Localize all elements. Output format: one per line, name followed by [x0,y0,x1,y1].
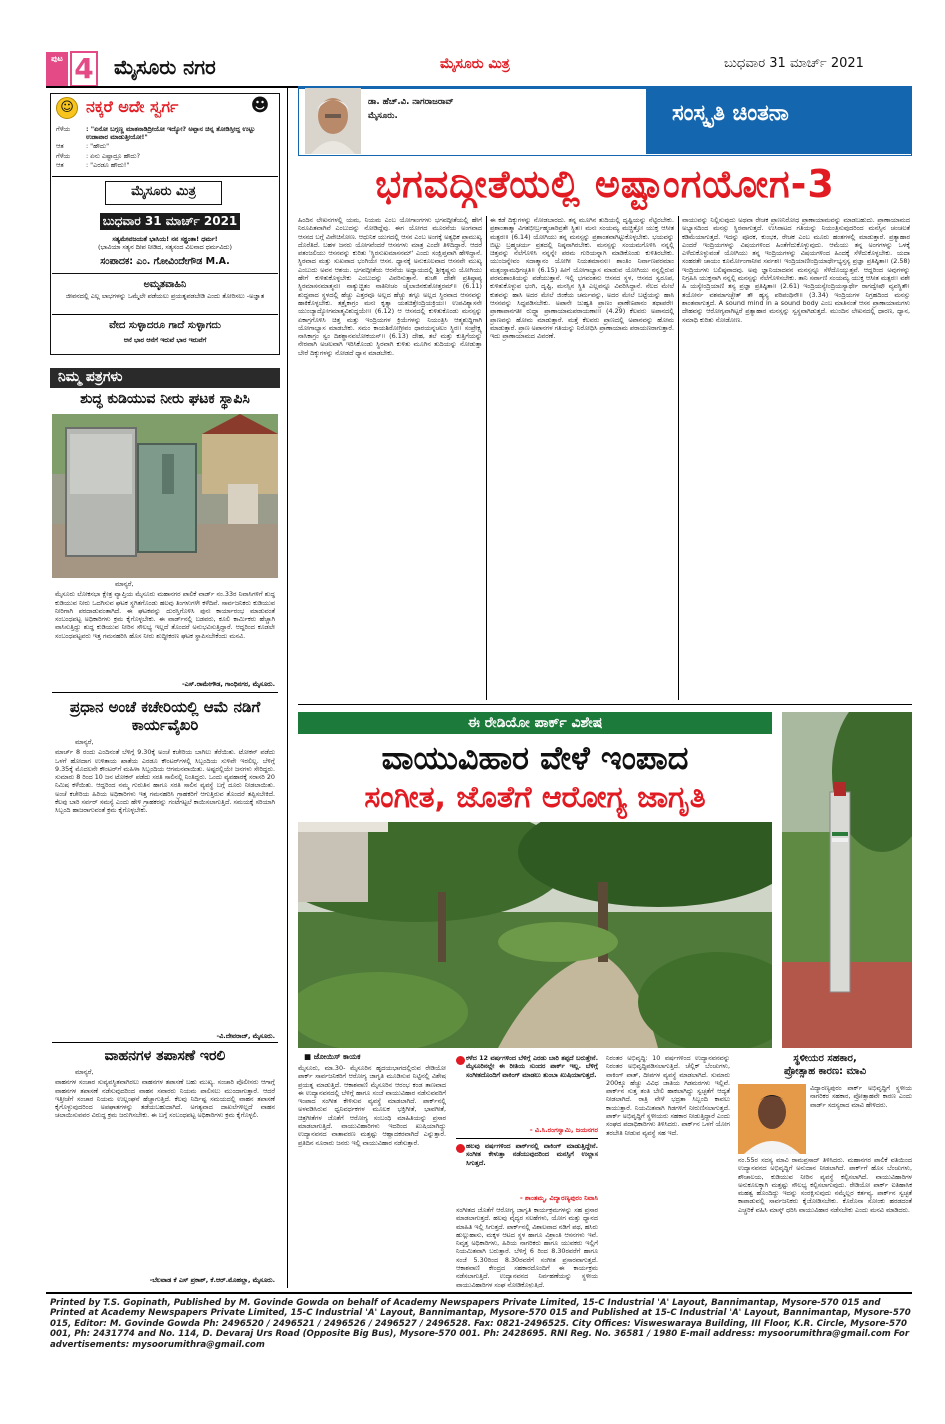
radio-col2: ಸಂಗೀತದ ಜೊತೆಗೆ ಆರೋಗ್ಯ ಜಾಗೃತಿ ಕಾರ್ಯಕ್ರಮಗಳನ್ನು ಸಹ ಪ್ರಸಾರ ಮಾಡಲಾಗುತ್ತದೆ. ಹಲವು ವೈದ್ಯರ ಸಲಹೆಗಳು, ಯೋಗ ಮತ್ತು ಧ್ಯಾನದ ಮಾಹಿತಿ ಇಲ್ಲಿ ಸಿಗುತ್ತದೆ. ಪಾರ್ಕ್‌ನಲ್ಲಿ ವಿಶಾಲವಾದ ನಡಿಗೆ ಪಥ, ಹಸಿರು ಹುಲ್ಲುಹಾಸು, ಮಕ್ಕಳ ಆಟದ ಸ್ಥಳ ಹಾಗೂ ವಿಶ್ರಾಂತಿ ಆಸನಗಳು ಇವೆ. ನಿವೃತ್ತ ಅಧಿಕಾರಿಗಳು, ಹಿರಿಯ ನಾಗರಿಕರು ಹಾಗೂ ಯುವಕರು ಇಲ್ಲಿಗೆ ನಿಯಮಿತವಾಗಿ ಬರುತ್ತಾರೆ. ಬೆಳಿಗ್ಗೆ 6 ರಿಂದ 8.30ರವರೆಗೆ ಹಾಗೂ ಸಂಜೆ 5.30ರಿಂದ 8.30ರವರೆಗೆ ಸಂಗೀತ ಪ್ರಸಾರವಾಗುತ್ತದೆ. ಆಕಾಶವಾಣಿ ಕೇಂದ್ರದ ಸಹಕಾರದೊಂದಿಗೆ ಈ ಕಾರ್ಯಕ್ರಮ ನಡೆಸಲಾಗುತ್ತಿದೆ. ಉದ್ಯಾನವನದ ನಿರ್ವಹಣೆಯನ್ನು ಸ್ಥಳೀಯ ವಾಯುವಿಹಾರಿಗಳ ಸಂಘ ನೋಡಿಕೊಳ್ಳುತ್ತಿದೆ. [456,1206,598,1288]
editor-line: ಸಂಪಾದಕ: ಎಂ. ಗೋವಿಂದೇಗೌಡ M.A. [100,256,230,267]
quote1-text: ಕಳೆದ 12 ವರ್ಷಗಳಿಂದ ಬೆಳಿಗ್ಗೆ ಎರಡು ಬಾರಿ ತಪ್ಪದೆ ಬರುತ್ತೇನೆ. ಮೈಸೂರಿನಲ್ಲೇ ಈ ರೀತಿಯ ಸುಂದರ ಪಾರ್ಕ್ ಇಲ್ಲ. ಬೆಳಿಗ್ಗೆ ಸಂಗೀತದೊಂದಿಗೆ ವಾಕಿಂಗ್ ಮಾಡಲು ತುಂಬಾ ಖುಷಿಯಾಗುತ್ತದೆ. [466,1054,598,1079]
feature-col3: ವಾಯುವನ್ನು ನಿಲ್ಲಿಸುವುದು ಅಥವಾ ರೇಚಕ ಪ್ರಾಣನಿರೋಧ ಪ್ರಾಣಾಯಾಮವನ್ನು ಮಾಡಬಹುದು. ಪ್ರಾಣಾಯಾಮದ ಅಭ್ಯಾಸದಿಂದ ಮನಸ್ಸು ಸ್ಥಿರವಾಗುತ್ತದೆ. ಉಸಿರಾಟದ ಗತಿಯನ್ನು ನಿಯಂತ್ರಿಸುವುದರಿಂದ ಮನಸ್ಸಿನ ಚಂಚಲತೆ ಕಡಿಮೆಯಾಗುತ್ತದೆ. ಇದನ್ನು ಪೂರಕ, ಕುಂಭಕ, ರೇಚಕ ಎಂಬ ಮೂರು ಹಂತಗಳಲ್ಲಿ ಮಾಡುತ್ತಾರೆ. ಪ್ರತ್ಯಾಹಾರ ಎಂದರೆ ಇಂದ್ರಿಯಗಳನ್ನು ವಿಷಯಗಳಿಂದ ಹಿಂತೆಗೆದುಕೊಳ್ಳುವುದು. ಆಮೆಯು ತನ್ನ ಅಂಗಗಳನ್ನು ಒಳಕ್ಕೆ ಎಳೆದುಕೊಳ್ಳುವಂತೆ ಯೋಗಿಯು ತನ್ನ ಇಂದ್ರಿಯಗಳನ್ನು ವಿಷಯಗಳಿಂದ ಹಿಂದಕ್ಕೆ ಸೆಳೆದುಕೊಳ್ಳಬೇಕು. ಯದಾ ಸಂಹರತೇ ಚಾಯಂ ಕೂರ್ಮೋಂಗಾನೀವ ಸರ್ವಶಃ। ಇಂದ್ರಿಯಾಣೀಂದ್ರಿಯಾರ್ಥೇಭ್ಯಸ್ತಸ್ಯ ಪ್ರಜ್ಞಾ ಪ್ರತಿಷ್ಠಿತಾ॥ (2.58) ಇಂದ್ರಿಯಗಳು ಬಲಿಷ್ಠವಾದವು. ಅವು ಜ್ಞಾನಿಯಾದವನ ಮನಸ್ಸನ್ನೂ ಸೆಳೆದೊಯ್ಯುತ್ತವೆ. ಆದ್ದರಿಂದ ಅವುಗಳನ್ನು ನಿಗ್ರಹಿಸಿ ಯುಕ್ತನಾಗಿ ನನ್ನಲ್ಲಿ ಮನಸ್ಸನ್ನು ನೆಲೆಗೊಳಿಸಬೇಕು. ತಾನಿ ಸರ್ವಾಣಿ ಸಂಯಮ್ಯ ಯುಕ್ತ ಆಸೀತ ಮತ್ಪರಃ। ವಶೇ ಹಿ ಯಸ್ಯೇಂದ್ರಿಯಾಣಿ ತಸ್ಯ ಪ್ರಜ್ಞಾ ಪ್ರತಿಷ್ಠಿತಾ॥ (2.61) ಇಂದ್ರಿಯಸ್ಯೇಂದ್ರಿಯಸ್ಯಾರ್ಥೇ ರಾಗದ್ವೇಷೌ ವ್ಯವಸ್ಥಿತೌ। ತಯೋರ್ನ ವಶಮಾಗಚ್ಛೇತ್ ತೌ ಹ್ಯಸ್ಯ ಪರಿಪಂಥಿನೌ॥ (3.34) ಇಂದ್ರಿಯಗಳ ನಿಗ್ರಹದಿಂದ ಮನಸ್ಸು ಶಾಂತವಾಗುತ್ತದೆ. A sound mind in a sound body ಎಂಬ ಮಾತಿನಂತೆ ಆಸನ ಪ್ರಾಣಾಯಾಮಗಳು ದೇಹವನ್ನು ಆರೋಗ್ಯವಾಗಿಟ್ಟರೆ ಪ್ರತ್ಯಾಹಾರ ಮನಸ್ಸನ್ನು ಸ್ವಸ್ಥವಾಗಿಡುತ್ತದೆ. ಮುಂದಿನ ಲೇಖನದಲ್ಲಿ ಧಾರಣ, ಧ್ಯಾನ, ಸಮಾಧಿ ಕುರಿತು ನೋಡೋಣ. [682,216,910,324]
divider [298,704,912,705]
radio-col3: ನಿರಂತರ ಅಭಿವೃದ್ಧಿ: 10 ವರ್ಷಗಳಿಂದ ಉದ್ಯಾನವನವನ್ನು ನಿರಂತರ ಅಭಿವೃದ್ಧಿಪಡಿಸಲಾಗುತ್ತಿದೆ. ಚೆಲ್ಲಿಕ್ ಬೆಂಚುಗಳು, ವಾಕಿಂಗ್ ಪಾತ್, ದೀಪಗಳ ವ್ಯವಸ್ಥೆ ಮಾಡಲಾಗಿದೆ. ಸುಮಾರು 200ಕ್ಕೂ ಹೆಚ್ಚು ವಿವಿಧ ಜಾತಿಯ ಗಿಡಮರಗಳು ಇಲ್ಲಿವೆ. ಪಾರ್ಕ್‌ನ ಸುತ್ತ ತಂತಿ ಬೇಲಿ ಹಾಕಲಾಗಿದ್ದು ಸ್ವಚ್ಛತೆಗೆ ಆದ್ಯತೆ ನೀಡಲಾಗಿದೆ. ರಾತ್ರಿ ವೇಳೆ ಭದ್ರತಾ ಸಿಬ್ಬಂದಿ ಕಾವಲು ಕಾಯುತ್ತಾರೆ. ನಿಯಮಿತವಾಗಿ ಗಿಡಗಳಿಗೆ ನೀರುಣಿಸಲಾಗುತ್ತದೆ. ಪಾರ್ಕ್ ಅಭಿವೃದ್ಧಿಗೆ ಸ್ಥಳೀಯರು ಸಹಕಾರ ನೀಡುತ್ತಿದ್ದಾರೆ ಎಂದು ಸಂಘದ ಪದಾಧಿಕಾರಿಗಳು ತಿಳಿಸಿದರು. ಪಾರ್ಕ್‌ನ ಒಳಗೆ ಯೋಗ ತರಬೇತಿ ನೀಡುವ ವ್ಯವಸ್ಥೆ ಸಹ ಇದೆ. [606,1054,730,1137]
water-kiosk-illustration [52,414,278,578]
divider [52,1042,278,1043]
section-title: ಮೈಸೂರು ನಗರ [114,55,216,79]
laughing-figure-icon: ☻ [250,95,270,116]
feature-col1: ಹಿಂದಿನ ಲೇಖನಗಳಲ್ಲಿ ಯಮ, ನಿಯಮ ಎಂಬ ಯೋಗಾಂಗಗಳು ಭಗವದ್ಗೀತೆಯಲ್ಲಿ ಹೇಗೆ ನಿರೂಪಿತವಾಗಿವೆ ಎಂಬುದನ್ನು ನೋಡಿದ್ದೆವು. ಈಗ ಯೋಗದ ಮೂರನೆಯ ಅಂಗವಾದ ಆಸನದ ಬಗ್ಗೆ ವಿವೇಚಿಸೋಣ. ಆಧುನಿಕ ಯುಗದಲ್ಲಿ ಆಸನ ಎಂಬ ಅಂಗಕ್ಕೆ ಅತ್ಯಧಿಕ ಪ್ರಾಮುಖ್ಯ ದೊರೆತಿದೆ. ಬಹಳ ಜನರು ಯೋಗವೆಂದರೆ ಆಸನಗಳು ಮಾತ್ರ ಎಂದೇ ತಿಳಿದಿದ್ದಾರೆ. ಆದರೆ ಪತಂಜಲಿಯು ಆಸನವನ್ನು ಕುರಿತು 'ಸ್ಥಿರಸುಖಮಾಸನಮ್' ಎಂದು ಸಂಕ್ಷಿಪ್ತವಾಗಿ ಹೇಳಿದ್ದಾನೆ. ಸ್ಥಿರವಾದ ಮತ್ತು ಸುಖವಾದ ಭಂಗಿಯೇ ಆಸನ. ಧ್ಯಾನಕ್ಕೆ ಅನುಕೂಲವಾದ ಆಸನವೇ ಮುಖ್ಯ ಎಂಬುದು ಅವನ ಆಶಯ. ಭಗವದ್ಗೀತೆಯ ಆರನೆಯ ಅಧ್ಯಾಯದಲ್ಲಿ ಶ್ರೀಕೃಷ್ಣನು ಯೋಗಿಯು ಹೇಗೆ ಕುಳಿತುಕೊಳ್ಳಬೇಕು ಎಂಬುದನ್ನು ವಿವರಿಸುತ್ತಾನೆ. ಶುಚೌ ದೇಶೇ ಪ್ರತಿಷ್ಠಾಪ್ಯ ಸ್ಥಿರಮಾಸನಮಾತ್ಮನಃ। ನಾತ್ಯುಚ್ಛ್ರಿತಂ ನಾತಿನೀಚಂ ಚೈಲಾಜಿನಕುಶೋತ್ತರಮ್॥ (6.11) ಶುದ್ಧವಾದ ಸ್ಥಳದಲ್ಲಿ ಹೆಚ್ಚು ಎತ್ತರವೂ ಅಲ್ಲದ ಹೆಚ್ಚು ತಗ್ಗೂ ಅಲ್ಲದ ಸ್ಥಿರವಾದ ಆಸನವನ್ನು ಹಾಕಿಕೊಳ್ಳಬೇಕು. ತತ್ರೈಕಾಗ್ರಂ ಮನಃ ಕೃತ್ವಾ ಯತಚಿತ್ತೇಂದ್ರಿಯಕ್ರಿಯಃ। ಉಪವಿಶ್ಯಾಸನೇ ಯುಂಜ್ಯಾದ್ಯೋಗಮಾತ್ಮವಿಶುದ್ಧಯೇ॥ (6.12) ಆ ಆಸನದಲ್ಲಿ ಕುಳಿತುಕೊಂಡು ಮನಸ್ಸನ್ನು ಏಕಾಗ್ರಗೊಳಿಸಿ ಚಿತ್ತ ಮತ್ತು ಇಂದ್ರಿಯಗಳ ಕ್ರಿಯೆಗಳನ್ನು ನಿಯಂತ್ರಿಸಿ ಆತ್ಮಶುದ್ಧಿಗಾಗಿ ಯೋಗಾಭ್ಯಾಸ ಮಾಡಬೇಕು. ಸಮಂ ಕಾಯಶಿರೋಗ್ರೀವಂ ಧಾರಯನ್ನಚಲಂ ಸ್ಥಿರಃ। ಸಂಪ್ರೇಕ್ಷ್ಯ ನಾಸಿಕಾಗ್ರಂ ಸ್ವಂ ದಿಶಶ್ಚಾನವಲೋಕಯನ್॥ (6.13) ದೇಹ, ತಲೆ ಮತ್ತು ಕುತ್ತಿಗೆಯನ್ನು ನೇರವಾಗಿ ಅಚಲವಾಗಿ ಇರಿಸಿಕೊಂಡು ಸ್ಥಿರವಾಗಿ ಕುಳಿತು ಮೂಗಿನ ತುದಿಯನ್ನು ನೋಡುತ್ತಾ ಬೇರೆ ದಿಕ್ಕುಗಳನ್ನು ನೋಡದೆ ಧ್ಯಾನ ಮಾಡಬೇಕು. [298,216,482,357]
column-title: ಸಂಸ್ಕೃತಿ ಚಿಂತನಾ [672,101,789,126]
quote-bullet-icon [456,1144,465,1153]
brand-motto: ಸತ್ಯಮೇವಜಯತೆ ಭಾಸಿಯ! ನನ ಸಕ್ಷ್ರಂತಾ! ಧರ್ಮ! (ಭಾವಿಯಾ ಸತ್ಯನ ದೀಪ ನೀಡಿದ, ಸತ್ಯಸಂದ ವಿಲನಾದ ಧರ್ಮವಿದು) [98,235,232,252]
joke-line: ಗೆಳೆಯ : ಏನು ಎಷ್ಟಾದ್ರೂ ಹೌದು? [56,151,140,160]
author-photo [305,88,361,154]
column-rule [678,216,679,700]
feature-col2: ಈ ಕಡೆ ದಿಕ್ಕುಗಳನ್ನು ನೋಡಬಾರದು. ತನ್ನ ಮೂಗಿನ ತುದಿಯಲ್ಲಿ ದೃಷ್ಟಿಯನ್ನು ನೆಟ್ಟಿರಬೇಕು. ಪ್ರಶಾಂತಾತ್ಮಾ ವಿಗತಭೀರ್ಬ್ರಹ್ಮಚಾರಿವ್ರತೇ ಸ್ಥಿತಃ। ಮನಃ ಸಂಯಮ್ಯ ಮಚ್ಚಿತ್ತೋ ಯುಕ್ತ ಆಸೀತ ಮತ್ಪರಃ॥ (6.14) ಯೋಗಿಯು ತನ್ನ ಮನಸ್ಸನ್ನು ಪ್ರಶಾಂತವಾಗಿಟ್ಟುಕೊಳ್ಳಬೇಕು. ಭಯವನ್ನು ಬಿಟ್ಟು ಬ್ರಹ್ಮಚರ್ಯ ವ್ರತದಲ್ಲಿ ನಿಷ್ಠನಾಗಿರಬೇಕು. ಮನಸ್ಸನ್ನು ಸಂಯಮಗೊಳಿಸಿ ನನ್ನಲ್ಲಿ ಚಿತ್ತವನ್ನು ನೆಲೆಗೊಳಿಸಿ ನನ್ನನ್ನೇ ಪರಮ ಗುರಿಯನ್ನಾಗಿ ಮಾಡಿಕೊಂಡು ಕುಳಿತಿರಬೇಕು. ಯುಂಜನ್ನೇವಂ ಸದಾತ್ಮಾನಂ ಯೋಗೀ ನಿಯತಮಾನಸಃ। ಶಾಂತಿಂ ನಿರ್ವಾಣಪರಮಾಂ ಮತ್ಸಂಸ್ಥಾಮಧಿಗಚ್ಛತಿ॥ (6.15) ಹೀಗೆ ಯೋಗಾಭ್ಯಾಸ ಮಾಡುವ ಯೋಗಿಯು ನನ್ನಲ್ಲಿರುವ ಪರಮಶಾಂತಿಯನ್ನು ಪಡೆಯುತ್ತಾನೆ. ಇಲ್ಲಿ ಭಗವಂತನು ಆಸನದ ಸ್ಥಳ, ಆಸನದ ಸ್ವರೂಪ, ಕುಳಿತುಕೊಳ್ಳುವ ಭಂಗಿ, ದೃಷ್ಟಿ, ಮನಸ್ಸಿನ ಸ್ಥಿತಿ ಎಲ್ಲವನ್ನೂ ವಿವರಿಸಿದ್ದಾನೆ. ನೆಲದ ಮೇಲೆ ಕುಶವನ್ನು ಹಾಸಿ ಅದರ ಮೇಲೆ ಜಿಂಕೆಯ ಚರ್ಮವನ್ನು, ಅದರ ಮೇಲೆ ಬಟ್ಟೆಯನ್ನು ಹಾಸಿ ಆಸನವನ್ನು ಸಿದ್ಧಪಡಿಸಬೇಕು. ಅಪಾನೇ ಜುಹ್ವತಿ ಪ್ರಾಣಂ ಪ್ರಾಣೇಽಪಾನಂ ತಥಾಪರೇ। ಪ್ರಾಣಾಪಾನಗತೀ ರುದ್ಧ್ವಾ ಪ್ರಾಣಾಯಾಮಪರಾಯಣಾಃ॥ (4.29) ಕೆಲವರು ಅಪಾನದಲ್ಲಿ ಪ್ರಾಣವನ್ನು ಹೋಮ ಮಾಡುತ್ತಾರೆ. ಮತ್ತೆ ಕೆಲವರು ಪ್ರಾಣದಲ್ಲಿ ಅಪಾನವನ್ನು ಹೋಮ ಮಾಡುತ್ತಾರೆ. ಪ್ರಾಣ ಅಪಾನಗಳ ಗತಿಯನ್ನು ನಿರೋಧಿಸಿ ಪ್ರಾಣಾಯಾಮ ಪರಾಯಣರಾಗುತ್ತಾರೆ. ಇದು ಪ್ರಾಣಾಯಾಮದ ವಿವರಣೆ. [490,216,674,341]
brand-date-bar: ಬುಧವಾರ 31 ಮಾರ್ಚ್ 2021 [100,213,240,230]
feature-headline: ಭಗವದ್ಗೀತೆಯಲ್ಲಿ ಅಷ್ಟಾಂಗಯೋಗ-3 [375,162,835,206]
joke-title: ನಕ್ಕರೆ ಅದೇ ಸ್ವರ್ಗ [86,97,179,116]
divider [52,176,278,177]
proverb-title: ವೇದ ಸುಳ್ಳಾದರೂ ಗಾದೆ ಸುಳ್ಳಾಗದು [109,320,221,331]
joke-body [56,125,276,169]
corporator-photo [738,1084,806,1154]
paper-name: ಮೈಸೂರು ಮಿತ್ರ [440,56,510,72]
sidebar-intro: ವಿದ್ಯಾರಣ್ಯಪುರಂ ಪಾರ್ಕ್ ಅಭಿವೃದ್ಧಿಗೆ ಸ್ಥಳೀಯ ನಾಗರಿಕರ ಸಹಕಾರ, ಪ್ರೋತ್ಸಾಹವೇ ಕಾರಣ ಎಂದು ವಾರ್ಡ್ ಸದಸ್ಯರಾದ ಮಾವಿ ಹೇಳಿದರು. [810,1084,912,1109]
issue-date: ಬುಧವಾರ 31 ಮಾರ್ಚ್ 2021 [724,56,864,71]
proverb-text: ಆನೆ ಭಾರ ಆನೆಗೆ ಇರುವೆ ಭಾರ ಇರುವೆಗೆ [123,336,207,344]
amrita-text: ಜೀವನದಲ್ಲಿ ಎಲ್ಲ ಲಾಭಗಳನ್ನು ಒಮ್ಮೆಲೇ ಪಡೆಯಲು ಪ್ರಯತ್ನಪಡಬೇಡಿ ಎಂದು ತೋರಿಸಲು -ಅಜ್ಞಾತ [65,292,265,300]
divider [52,314,278,315]
clock-pillar-photo [782,712,912,1048]
column-rule [486,216,487,700]
quote2-by: - ಶಾಂತಮ್ಮ, ವಿದ್ಯಾರಣ್ಯಪುರಂ ನಿವಾಸಿ [520,1194,598,1202]
radio-col1: ಮೈಸೂರು, ಮಾ.30- ಮೈಸೂರಿನ ಹೃದಯಭಾಗದಲ್ಲಿರುವ ರೇಡಿಯೋ ಪಾರ್ಕ್ ಸಾರ್ವಜನಿಕರಿಗೆ ಆರೋಗ್ಯ ಜಾಗೃತಿ ಮೂಡಿಸುವ ನಿಟ್ಟಿನಲ್ಲಿ ವಿಶೇಷ ಪ್ರಯತ್ನ ಮಾಡುತ್ತಿದೆ. ಆಕಾಶವಾಣಿ ಮೈಸೂರಿನ ಆರಂಭ ಕಂಡ ತಾಣವಾದ ಈ ಉದ್ಯಾನವನದಲ್ಲಿ ಬೆಳಿಗ್ಗೆ ಹಾಗೂ ಸಂಜೆ ವಾಯುವಿಹಾರ ನಡೆಸುವವರಿಗೆ ಇಂಪಾದ ಸಂಗೀತ ಕೇಳಿಸುವ ವ್ಯವಸ್ಥೆ ಮಾಡಲಾಗಿದೆ. ಪಾರ್ಕ್‌ನಲ್ಲಿ ಅಳವಡಿಸಿರುವ ಧ್ವನಿವರ್ಧಕಗಳ ಮೂಲಕ ಭಕ್ತಿಗೀತೆ, ಭಾವಗೀತೆ, ಚಿತ್ರಗೀತೆಗಳ ಜೊತೆಗೆ ಆರೋಗ್ಯ ಸಂಬಂಧಿ ಮಾಹಿತಿಯನ್ನು ಪ್ರಸಾರ ಮಾಡಲಾಗುತ್ತಿದೆ. ವಾಯುವಿಹಾರಿಗಳು ಇದರಿಂದ ಖುಷಿಯಾಗಿದ್ದು ಉದ್ಯಾನವನದ ವಾತಾವರಣ ಮತ್ತಷ್ಟು ಆಹ್ಲಾದಕರವಾಗಿದೆ ಎನ್ನುತ್ತಾರೆ. ಪ್ರತಿದಿನ ನೂರಾರು ಜನರು ಇಲ್ಲಿ ವಾಯುವಿಹಾರ ನಡೆಸುತ್ತಾರೆ. [298,1064,446,1147]
water-kiosk-photo [52,414,278,578]
letter3-body: ಮಾನ್ಯರೆ, ವಾಹನಗಳ ಸಂಚಾರ ಸುವ್ಯವಸ್ಥಿತವಾಗಿರಲು ವಾಹನಗಳ ತಪಾಸಣೆ ಬಹು ಮುಖ್ಯ. ಸಂಚಾರಿ ಪೊಲೀಸರು ಆಗಾಗ್ಗೆ ವಾಹನಗಳ ತಪಾಸಣೆ ನಡೆಸುವುದರಿಂದ ವಾಹನ ಸವಾರರು ನಿಯಮ ಪಾಲಿಸಲು ಮುಂದಾಗುತ್ತಾರೆ. ಆದರೆ ಇತ್ತೀಚೆಗೆ ಸಂಚಾರ ನಿಯಮ ಉಲ್ಲಂಘನೆ ಹೆಚ್ಚಾಗುತ್ತಿದೆ. ಕೆಲವು ನಿರ್ದಿಷ್ಟ ಸಮಯದಲ್ಲಿ ವಾಹನ ತಪಾಸಣೆ ಕೈಗೊಳ್ಳುವುದರಿಂದ ಅಪಘಾತಗಳನ್ನು ತಡೆಯಬಹುದಾಗಿದೆ. ಅಗತ್ಯವಾದ ದಾಖಲೆಗಳಿಲ್ಲದೆ ವಾಹನ ಚಲಾಯಿಸುವವರ ವಿರುದ್ಧ ಕ್ರಮ ಜರುಗಿಸಬೇಕು. ಈ ಬಗ್ಗೆ ಸಂಬಂಧಪಟ್ಟ ಅಧಿಕಾರಿಗಳು ಕ್ರಮ ಕೈಗೊಳ್ಳಲಿ. [55,1068,275,1120]
author-portrait-illustration [305,88,361,154]
author-name: ಡಾ. ಹೆಚ್.ವಿ. ನಾಗರಾಜರಾವ್ [368,97,454,107]
radio-park-banner-text: ಈ ರೇಡಿಯೋ ಪಾರ್ಕ್ ವಿಶೇಷ [467,715,603,731]
joke-line: ಗೆಳೆಯ : "ಏನೋ ಬಗ್ಗಣ್ಣ ಮಾತನಾಡಿದ್ರೀಯೋ ಇದ್ಯೋ? ಅಪ್ಪಾನ ಚಿನ್ನ ತೋಡಿಸ್ತೀದ್ದ ಉಟ್ಟು ಉಡಾಪಾರ ಮಾಡುತ್ತೀಯೋ!" [56,125,255,142]
quote-bullet-icon [456,1056,465,1065]
smiley-icon: ☺ [56,97,78,119]
park-photo [298,822,772,1048]
letter3-signature: -ಬೆಲವಾಡ ಕೆ ಎಸ್ ಪ್ರಕಾಶ್, ಕೆ.ಆರ್.ಮೊಹಲ್ಲಾ, ಮೈಸೂರು. [149,1276,275,1284]
letter1-body: ಮಾನ್ಯರೆ, ಮೈಸೂರು ಲೋಕಸಭಾ ಕ್ಷೇತ್ರ ವ್ಯಾಪ್ತಿಯ ಮೈಸೂರು ಮಹಾನಗರ ಪಾಲಿಕೆ ವಾರ್ಡ್ ನಂ.33ರ ನಿವಾಸಿಗಳಿಗೆ ಶುದ್ಧ ಕುಡಿಯುವ ನೀರು ಒದಗಿಸುವ ಘಟಕ ಸ್ಥಗಿತಗೊಂಡು ಹಲವು ತಿಂಗಳುಗಳೇ ಕಳೆದಿವೆ. ಸಾರ್ವಜನಿಕರು ಕುಡಿಯುವ ನೀರಿಗಾಗಿ ಪರದಾಡುವಂತಾಗಿದೆ. ಈ ಘಟಕವನ್ನು ದುರಸ್ತಿಗೊಳಿಸಿ ಪುನಃ ಕಾರ್ಯಾರಂಭ ಮಾಡುವಂತೆ ಸಂಬಂಧಪಟ್ಟ ಅಧಿಕಾರಿಗಳು ಕ್ರಮ ಕೈಗೊಳ್ಳಬೇಕು. ಈ ವಾರ್ಡ್‌ನಲ್ಲಿ ಬಡವರು, ಕೂಲಿ ಕಾರ್ಮಿಕರು ಹೆಚ್ಚಾಗಿ ವಾಸಿಸುತ್ತಿದ್ದು ಶುದ್ಧ ಕುಡಿಯುವ ನೀರಿನ ಸೌಲಭ್ಯ ಇಲ್ಲದೆ ತೊಂದರೆ ಅನುಭವಿಸುತ್ತಿದ್ದಾರೆ. ಆದ್ದರಿಂದ ಕೂಡಲೇ ಸಂಬಂಧಪಟ್ಟವರು ಇತ್ತ ಗಮನಹರಿಸಿ ಹೊಸ ನೀರು ಶುದ್ಧೀಕರಣ ಘಟಕ ಸ್ಥಾಪಿಸಬೇಕೆಂದು ಮನವಿ. [55,580,275,640]
brand-logo: ಮೈಸೂರು ಮಿತ್ರ [105,181,222,205]
divider [52,692,278,693]
sidebar-title: ಸ್ಥಳೀಯರ ಸಹಕಾರ, ಪ್ರೋತ್ಸಾಹ ಕಾರಣ: ಮಾವಿ [783,1053,867,1077]
corporator-portrait-illustration [738,1084,806,1154]
quote1-by: - ವಿ.ಸಿ.ರಂಗಸ್ವಾಮಿ, ಜಯನಗರ [529,1126,598,1134]
radio-byline: ■ ಜೋಯಿಸ್ ಕಾಯಕ [304,1052,361,1061]
page-number: 4 [70,51,98,87]
quote2-text: ಹಲವು ವರ್ಷಗಳಿಂದ ಪಾರ್ಕ್‌ನಲ್ಲಿ ವಾಕಿಂಗ್ ಮಾಡುತ್ತಿದ್ದೇನೆ. ಸಂಗೀತ ಕೇಳುತ್ತಾ ನಡೆಯುವುದರಿಂದ ಮನಸ್ಸಿಗೆ ಉಲ್ಲಾಸ ಸಿಗುತ್ತದೆ. [466,1142,598,1167]
letter1-signature: -ಎಸ್.ರಾಮೇಗೌಡ, ಗಾಂಧಿನಗರ, ಮೈಸೂರು. [181,680,275,688]
pillar-illustration [782,712,912,1048]
letter1-headline: ಶುದ್ಧ ಕುಡಿಯುವ ನೀರು ಘಟಕ ಸ್ಥಾಪಿಸಿ [80,391,250,407]
letter2-signature: -ವಿ.ದೇವರಾಜ್, ಮೈಸೂರು. [216,1032,275,1040]
imprint-footer: Printed by T.S. Gopinath, Published by M. Govinde Gowda on behalf of Academy Newspapers Private Limited, 15-C Industrial 'A' Layout, Bannimantap, Mysore-570 015 and Printed at Academy Newspapers Private Limited, 15-C Industrial 'A' Layout, Bannimantap, Mysore-570 015 and Published at 15-C Industrial 'A' Layout, Bannimantap, Mysore-570 015, Editor: M. Govinde Gowda Ph: 2496520 / 2496521 / 2496526 / 2496527 / 2496528. Fax: 0821-2496525. City Offices: Visweswaraya Building, III Floor, K.R. Circle, Mysore-570 001, Ph: 2431774 and No. 114, D. Devaraj Urs Road (Opposite Big Bus), Mysore-570 001. Ph: 2428695. RNI Reg. No. 36581 / 1980 E-mail address: mysoorumithra@gmail.com For advertisements: mysoorumithra@gmail.com [50,1298,911,1350]
footer-rule [46,1292,912,1294]
letters-title: ನಿಮ್ಮ ಪತ್ರಗಳು [58,369,123,385]
divider [456,1138,598,1139]
joke-line: ಆತ : "ಹೌದು" [56,142,110,151]
sidebar-text: ನಂ.55ರ ಸದಸ್ಯ ಮಾವಿ ರಾಮಪ್ರಸಾದ್ ತಿಳಿಸಿದರು. ಮಹಾನಗರ ಪಾಲಿಕೆ ವತಿಯಿಂದ ಉದ್ಯಾನವನದ ಅಭಿವೃದ್ಧಿಗೆ ಅನುದಾನ ನೀಡಲಾಗಿದೆ. ಪಾರ್ಕ್‌ಗೆ ಹೊಸ ಬೆಂಚುಗಳು, ಶೌಚಾಲಯ, ಕುಡಿಯುವ ನೀರಿನ ವ್ಯವಸ್ಥೆ ಕಲ್ಪಿಸಲಾಗಿದೆ. ವಾಯುವಿಹಾರಿಗಳ ಅನುಕೂಲಕ್ಕಾಗಿ ಮತ್ತಷ್ಟು ಸೌಲಭ್ಯ ಕಲ್ಪಿಸಲಾಗುವುದು. ರೇಡಿಯೋ ಪಾರ್ಕ್ ಐತಿಹಾಸಿಕ ಮಹತ್ವ ಹೊಂದಿದ್ದು ಇದನ್ನು ಸಂರಕ್ಷಿಸುವುದು ನಮ್ಮೆಲ್ಲರ ಕರ್ತವ್ಯ. ಪಾರ್ಕ್‌ನ ಸ್ವಚ್ಛತೆ ಕಾಪಾಡುವಲ್ಲಿ ಸಾರ್ವಜನಿಕರು ಕೈಜೋಡಿಸಬೇಕು. ಕೊರೊನಾ ಸೋಂಕು ಹರಡದಂತೆ ಎಚ್ಚರಿಕೆ ವಹಿಸಿ ಮಾಸ್ಕ್ ಧರಿಸಿ ವಾಯುವಿಹಾರ ನಡೆಸಬೇಕು ಎಂದು ಮನವಿ ಮಾಡಿದರು. [738,1156,912,1214]
letter2-headline: ಪ್ರಧಾನ ಅಂಚೆ ಕಚೇರಿಯಲ್ಲಿ ಆಮೆ ನಡಿಗೆ ಕಾರ್ಯವೈಖರಿ [69,698,261,734]
amrita-title: ಅಮೃತವಾಹಿನಿ [143,279,187,290]
radio-park-headline-2: ಸಂಗೀತ, ಜೊತೆಗೆ ಆರೋಗ್ಯ ಜಾಗೃತಿ [364,780,706,815]
letter2-body: ಮಾನ್ಯರೆ, ಮಾರ್ಚ್ 8 ರಂದು ಎಂದಿನಂತೆ ಬೆಳಿಗ್ಗೆ 9.30ಕ್ಕೆ ಅಂಚೆ ಕಚೇರಿಯ ಬಾಗಿಲು ತೆರೆಯಿತು. ಟೋಕನ್ ಪಡೆದು ಒಳಗೆ ಹೋದಾಗ ಉಳಿತಾಯ ಖಾತೆಯ ಎರಡೂ ಕೌಂಟರ್‌ಗಳಲ್ಲಿ ಸಿಬ್ಬಂದಿಯ ಸುಳಿವೇ ಇರಲಿಲ್ಲ. ಬೆಳಿಗ್ಗೆ 9.35ಕ್ಕೆ ಮೊದಲನೇ ಕೌಂಟರ್‌ಗೆ ಮಹಿಳಾ ಸಿಬ್ಬಂದಿಯ ಆಗಮನವಾಯಿತು. ಅಷ್ಟರಲ್ಲಿಯೇ ಜನಗಳು ಸೇರಿದ್ದರು. ಸುಮಾರು 8 ರಿಂದ 10 ಜನ ಟೋಕನ್ ಪಡೆದು ಸರತಿ ಸಾಲಿನಲ್ಲಿ ನಿಂತಿದ್ದರು. ಒಂದು ವ್ಯವಹಾರಕ್ಕೆ ಸರಾಸರಿ 20 ನಿಮಿಷ ಕಳೆಯಿತು. ಆದ್ದರಿಂದ ನಮ್ಮ ಗುರುತಿನ ಹಾಗೂ ಸರತಿ ಸಾಲಿನ ವ್ಯವಸ್ಥೆ ಬಗ್ಗೆ ದೂರು ನೀಡಲಾಯಿತು. ಅಂಚೆ ಕಚೇರಿಯ ಹಿರಿಯ ಅಧಿಕಾರಿಗಳು ಇತ್ತ ಗಮನಹರಿಸಿ ಗ್ರಾಹಕರಿಗೆ ಆಗುತ್ತಿರುವ ತೊಂದರೆ ತಪ್ಪಿಸಬೇಕಿದೆ. ಕೆಲವು ಬಾರಿ ಸರ್ವರ್ ಸಮಸ್ಯೆ ಎಂದು ಹೇಳಿ ಗ್ರಾಹಕರನ್ನು ಗಂಟೆಗಟ್ಟಲೆ ಕಾಯಿಸಲಾಗುತ್ತಿದೆ. ಸಮಯಕ್ಕೆ ಸರಿಯಾಗಿ ಸಿಬ್ಬಂದಿ ಹಾಜರಾಗುವಂತೆ ಕ್ರಮ ಕೈಗೊಳ್ಳಬೇಕು. [55,738,275,815]
author-city: ಮೈಸೂರು. [368,111,398,121]
letter3-headline: ವಾಹನಗಳ ತಪಾಸಣೆ ಇರಲಿ [104,1048,226,1064]
joke-line: ಆತ : "ಎರಡೂ ಹೌದು!" [56,160,130,169]
page-label: ಪುಟ [46,52,68,86]
park-illustration [298,822,772,1048]
radio-park-headline-1: ವಾಯುವಿಹಾರ ವೇಳೆ ಇಂಪಾದ [381,739,689,777]
column-rule [287,88,288,1288]
